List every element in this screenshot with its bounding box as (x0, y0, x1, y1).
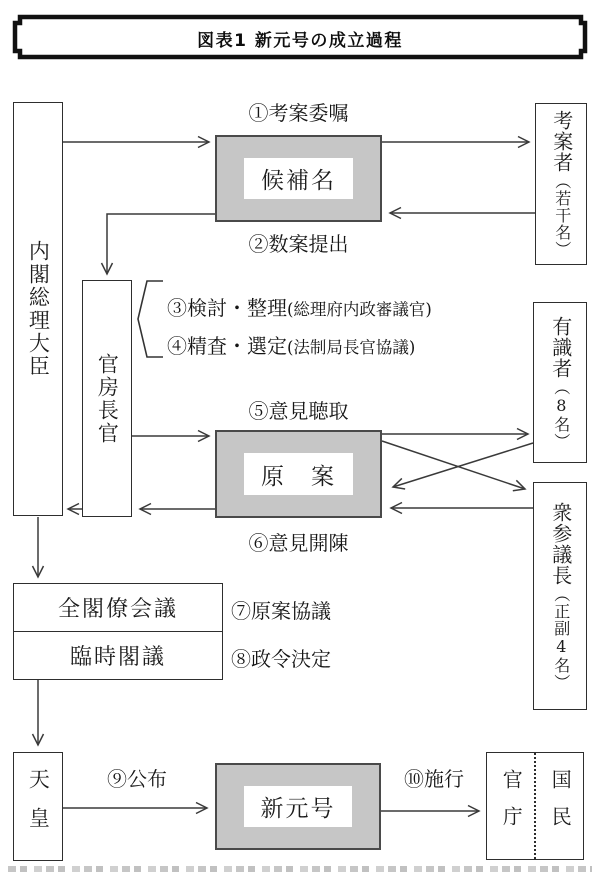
house-speakers-main-text: 衆参議長 (548, 501, 573, 586)
box-emperor (13, 752, 63, 861)
gov-offices-label: 官庁 (499, 769, 524, 843)
chief-cabinet-secretary-label: 官房長官 (95, 352, 120, 445)
citizens-cell (536, 753, 583, 859)
box-experts (533, 302, 587, 463)
box-house-speakers (533, 482, 587, 710)
box-cabinet-meetings (13, 583, 223, 680)
citizens-label: 国民 (548, 769, 573, 843)
step-1-label: ①考案委嘱 (248, 101, 349, 125)
steps-3-4-bracket (138, 281, 163, 357)
step-5-label: ⑤意見聴取 (248, 399, 349, 423)
deviser-label (550, 110, 572, 258)
step-3-main: ③検討・整理 (167, 296, 287, 320)
deviser-main-text: 考案者 (549, 110, 574, 173)
step-2-label: ②数案提出 (248, 232, 349, 256)
box-draft (215, 430, 382, 518)
house-speakers-label (549, 502, 571, 691)
house-speakers-sub-text: （正副4名） (551, 585, 571, 691)
draft-label: 原 案 (244, 453, 353, 495)
diagram-title: 図表1 新元号の成立過程 (197, 31, 403, 51)
step-7-label: ⑦原案協議 (231, 599, 331, 623)
step-10-label: ⑩施行 (404, 767, 464, 791)
experts-label (549, 316, 571, 450)
step-9-label: ⑨公布 (107, 767, 167, 791)
new-era-name-label: 新元号 (244, 786, 352, 827)
arrow-experts-to-draft (393, 443, 533, 487)
step-8-label: ⑧政令決定 (231, 647, 331, 671)
step-3-label (167, 292, 432, 321)
step-4-sub: (法制局長官協議) (287, 338, 416, 357)
step-4-main: ④精査・選定 (167, 334, 287, 358)
experts-sub-text: （8名） (551, 378, 571, 450)
arrow-candidate-to-cco (107, 214, 215, 274)
box-deviser (535, 103, 587, 265)
prime-minister-label: 内閣総理大臣 (26, 240, 51, 378)
step-3-sub: (総理府内政審議官) (287, 300, 432, 319)
box-candidate-names (215, 135, 382, 222)
box-new-era-name (215, 763, 381, 850)
extraordinary-cabinet-label: 臨時閣議 (14, 631, 222, 679)
box-chief-cabinet-secretary (82, 280, 132, 517)
emperor-label: 天皇 (26, 767, 51, 846)
step-6-label: ⑥意見開陳 (248, 531, 349, 555)
box-prime-minister (13, 102, 63, 516)
experts-main-text: 有識者 (548, 315, 573, 379)
cropped-caption-line (8, 866, 592, 872)
all-ministers-meeting-label: 全閣僚会議 (57, 597, 178, 622)
box-gov-and-citizens (486, 752, 584, 860)
deviser-sub-text: （若干名） (552, 173, 572, 258)
candidate-names-label: 候補名 (244, 158, 353, 199)
arrow-draft-to-speakers (382, 441, 525, 489)
gov-offices-cell (487, 753, 536, 859)
step-4-label (167, 330, 415, 359)
